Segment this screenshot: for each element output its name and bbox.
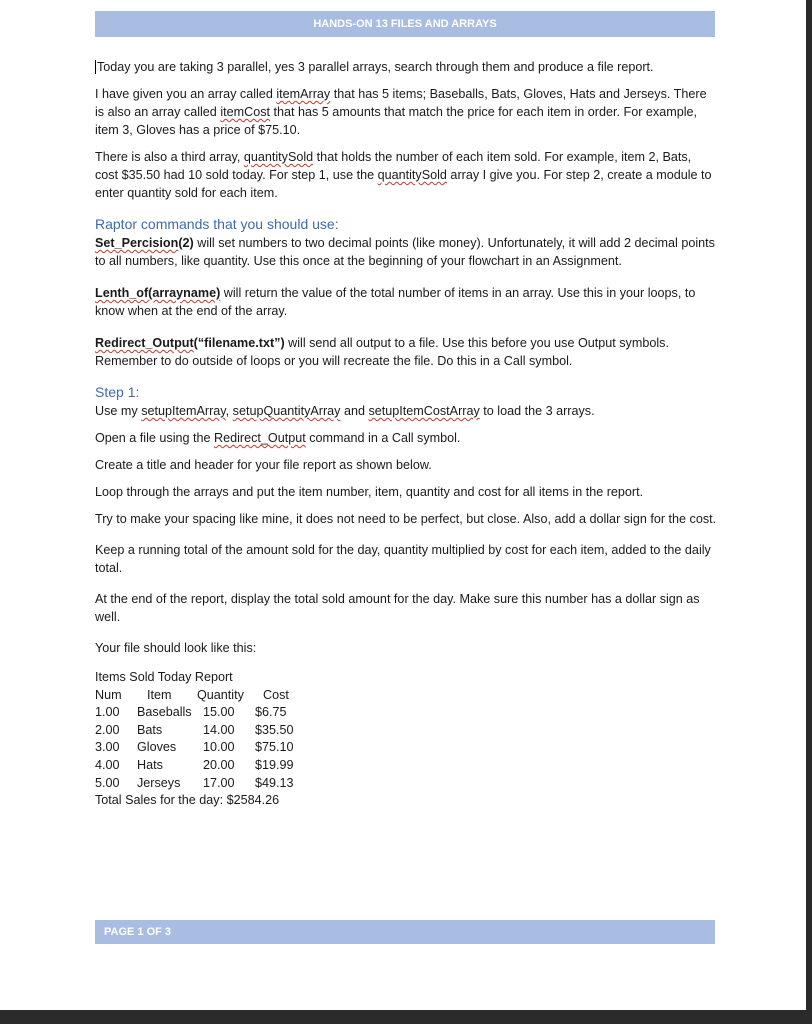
spellcheck-word: itemCost xyxy=(220,105,270,119)
report-row: 2.00 Bats 14.00 $35.50 xyxy=(95,722,294,737)
arrays-paragraph: I have given you an array called itemArray that has 5 items; Baseballs, Bats, Gloves, Hats and Jerseys. There is also an array called itemCost that has 5 amounts that match the price for each item in order. For example, item 3, Gloves has a price of $75.10. xyxy=(95,87,707,137)
spellcheck-word: Redirect_Output xyxy=(95,336,194,350)
step1-running-total: Keep a running total of the amount sold for the day, quantity multiplied by cost for each item, added to the daily total. xyxy=(95,543,711,575)
intro-paragraph: Today you are taking 3 parallel, yes 3 parallel arrays, search through them and produce a file report. xyxy=(97,60,654,74)
set-precision-paragraph: Set_Percision(2) will set numbers to two decimal points (like money). Unfortunately, it will add 2 decimal points to all numbers, like quantity. Use this once at the beginning of your flowchart in an Assignment. xyxy=(95,236,715,268)
step1-look-like: Your file should look like this: xyxy=(95,641,257,655)
report-row: 1.00 Baseballs 15.00 $6.75 xyxy=(95,705,287,720)
report-title: Items Sold Today Report xyxy=(95,670,233,684)
spellcheck-word: Set_Percision xyxy=(95,236,179,250)
redirect-output-paragraph: Redirect_Output(“filename.txt”) will send all output to a file. Use this before you use Output symbols. Remember to do outside of loops or you will recreate the file. Do this in a Call symbol. xyxy=(95,336,669,368)
spellcheck-word: setupItemArray xyxy=(141,404,226,418)
spellcheck-word: setupItemCostArray xyxy=(368,404,480,418)
footer-band xyxy=(95,920,715,944)
report-row: 5.00 Jerseys 17.00 $49.13 xyxy=(95,775,294,790)
raptor-heading: Raptor commands that you should use: xyxy=(95,216,339,232)
length-of-paragraph: Lenth_of(arrayname) will return the value of the total number of items in an array. Use this in your loops, to know when at the end of the array. xyxy=(95,286,696,318)
report-header-row: Num Item Quantity Cost xyxy=(95,687,289,702)
document-body[interactable] xyxy=(95,58,717,810)
step1-open-file: Open a file using the Redirect_Output command in a Call symbol. xyxy=(95,431,461,445)
step1-heading: Step 1: xyxy=(95,384,140,400)
report-total: Total Sales for the day: $2584.26 xyxy=(95,793,280,808)
document-title: HANDS-ON 13 FILES AND ARRAYS xyxy=(313,18,497,30)
spellcheck-word: itemArray xyxy=(276,87,331,101)
step1-display-total: At the end of the report, display the total sold amount for the day. Make sure this number has a dollar sign as well. xyxy=(95,592,700,624)
text-cursor xyxy=(95,60,96,74)
report-row: 4.00 Hats 20.00 $19.99 xyxy=(95,757,294,772)
report-row: 3.00 Gloves 10.00 $75.10 xyxy=(95,740,294,755)
spellcheck-word: setupQuantityArray xyxy=(232,404,341,418)
sample-report xyxy=(95,669,717,810)
bottom-bar xyxy=(0,1010,812,1024)
step1-load-arrays: Use my setupItemArray, setupQuantityArray and setupItemCostArray to load the 3 arrays. xyxy=(95,404,595,418)
header-band xyxy=(95,11,715,37)
step1-spacing: Try to make your spacing like mine, it does not need to be perfect, but close. Also, add a dollar sign for the cost. xyxy=(95,512,717,526)
window-edge xyxy=(806,0,812,1024)
spellcheck-word: Redirect_Output xyxy=(214,431,306,445)
step1-loop: Loop through the arrays and put the item number, item, quantity and cost for all items in the report. xyxy=(95,485,644,499)
spellcheck-word: Lenth_of(arrayname) xyxy=(95,286,221,300)
spellcheck-word: quantitySold xyxy=(377,168,447,182)
page-number: PAGE 1 OF 3 xyxy=(104,926,172,938)
quantity-paragraph: There is also a third array, quantitySold that holds the number of each item sold. For example, item 2, Bats, cost $35.50 had 10 sold today. For step 1, use the quantitySold array I give you. For step 2, create a module to enter quantity sold for each item. xyxy=(95,150,712,200)
step1-title: Create a title and header for your file report as shown below. xyxy=(95,458,432,472)
spellcheck-word: quantitySold xyxy=(243,150,314,164)
